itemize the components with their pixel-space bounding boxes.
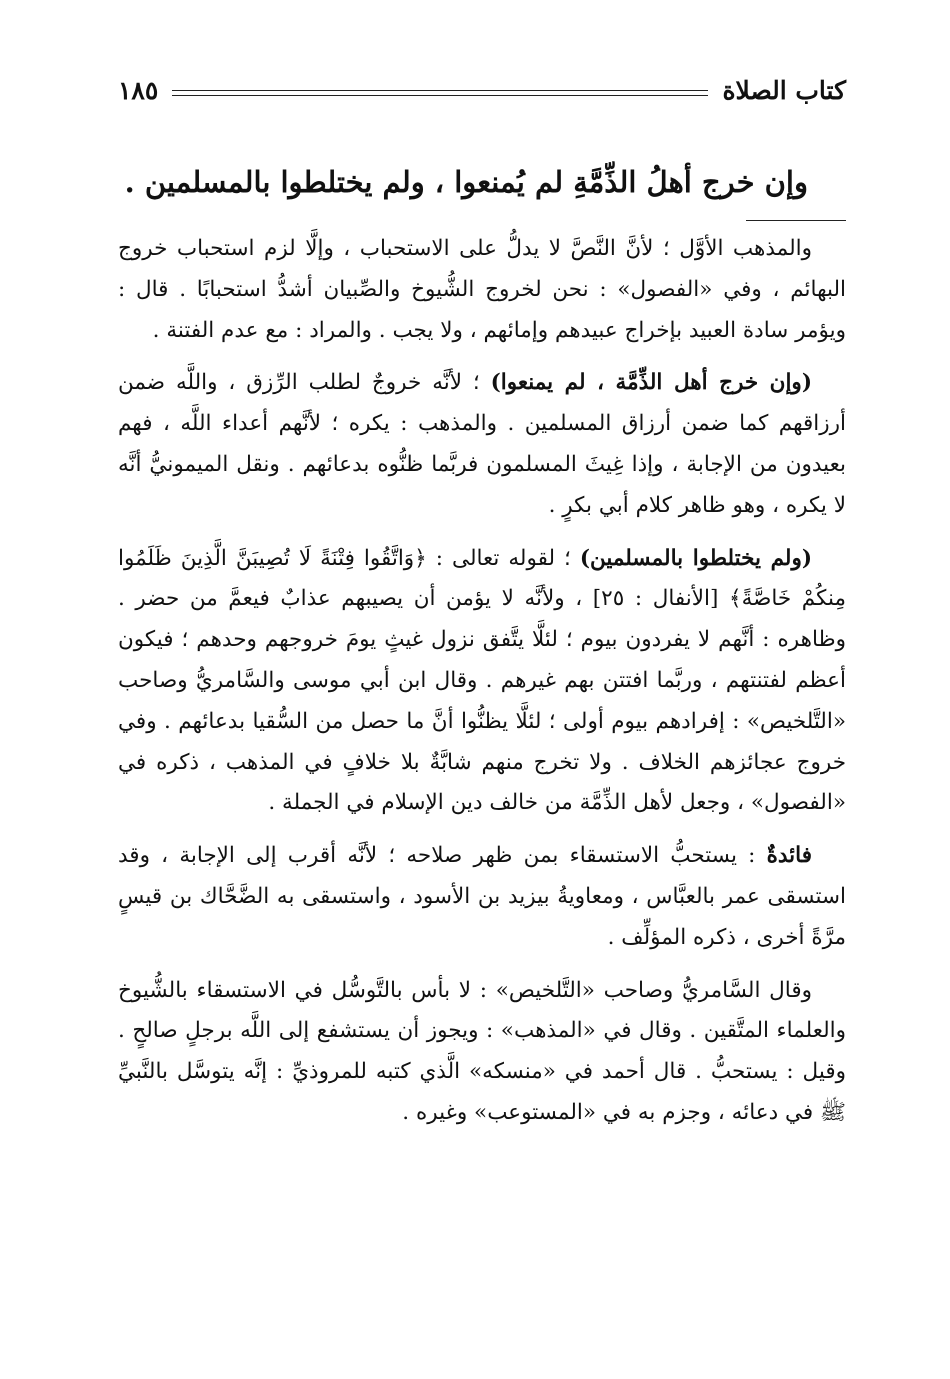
page-header — [118, 70, 846, 110]
paragraph-lead: (ولم يختلطوا بالمسلمين) — [579, 545, 813, 571]
paragraph-5 — [118, 971, 846, 1134]
running-title: كتاب الصلاة — [722, 75, 846, 105]
paragraph-text: وقال السَّامريُّ وصاحب «التَّلخيص» : لا بأس بالتَّوسُّل في الاستسقاء بالشُّيوخ والعلماء المتَّقين . وقال في «المذهب» : ويجوز أن يستشفع إلى اللَّه برجلٍ صالحٍ . وقيل : يستحبُّ . قال أحمد في «منسكه» الَّذي كتبه للمروذيِّ : إنَّه يتوسَّل بالنَّبيِّ ﷺ في دعائه ، وجزم به في «المستوعب» وغيره . — [118, 977, 846, 1125]
paragraph-2 — [118, 363, 846, 526]
page-number: ١٨٥ — [118, 75, 159, 105]
paragraph-1 — [118, 229, 846, 351]
paragraph-3 — [118, 539, 846, 825]
paragraph-lead: (وإن خرج أهل الذِّمَّة ، لم يمنعوا) — [490, 370, 812, 396]
matn-separator-rule — [746, 220, 846, 221]
matn-text: وإن خرج أهلُ الذِّمَّةِ لم يُمنعوا ، ولم يختلطوا بالمسلمين . — [124, 165, 808, 199]
paragraph-text: ؛ لأنَّه خروجٌ لطلب الرِّزق ، واللَّه ضمن أرزاقهم كما ضمن أرزاق المسلمين . والمذهب : يكره ؛ لأنَّهم أعداء اللَّه ، فهم بعيدون من الإجابة ، وإذا غِيثَ المسلمون فربَّما ظنُّوه بدعائهم . ونقل الميمونيُّ أنَّه لا يكره ، وهو ظاهر كلام أبي بكرٍ . — [118, 370, 846, 518]
paragraph-text: ؛ لقوله تعالى : ﴿وَاتَّقُوا فِتْنَةً لَا تُصِيبَنَّ الَّذِينَ ظَلَمُوا مِنكُمْ خَاصَّةً﴾ [الأنفال : ٢٥] ، ولأنَّه لا يؤمن أن يصيبهم عذابٌ فيعمَّ من حضر . وظاهره : أنَّهم لا يفردون بيوم ؛ لئلَّا يتَّفق نزول غيثٍ يومَ خروجهم وحدهم ؛ فيكون أعظم لفتنتهم ، وربَّما افتتن بهم غيرهم . وقال ابن أبي موسى والسَّامريُّ وصاحب «التَّلخيص» : إفرادهم بيوم أولى ؛ لئلَّا يظنُّوا أنَّ ما حصل من السُّقيا بدعائهم . وفي خروج عجائزهم الخلاف . ولا تخرج منهم شابَّةٌ بلا خلافٍ في المذهب ، ذكره في «الفصول» ، وجعل لأهل الذِّمَّة من خالف دين الإسلام في الجملة . — [118, 545, 846, 816]
commentary — [118, 229, 846, 1134]
header-rule — [172, 90, 708, 96]
paragraph-4 — [118, 836, 846, 958]
book-page — [118, 70, 846, 1134]
paragraph-text: : يستحبُّ الاستسقاء بمن ظهر صلاحه ؛ لأنَّه أقرب إلى الإجابة ، وقد استسقى عمر بالعبَّاس ، ومعاويةُ بيزيد بن الأسود ، واستسقى به الضَّحَّاك بن قيسٍ مرَّةً أخرى ، ذكره المؤلِّف . — [118, 843, 846, 950]
paragraph-lead: فائدةٌ — [766, 843, 812, 869]
paragraph-text: والمذهب الأوَّل ؛ لأنَّ النَّصَّ لا يدلُّ على الاستحباب ، وإلَّا لزم استحباب خروج البهائم ، وفي «الفصول» : نحن لخروج الشُّيوخ والصِّبيان أشدُّ استحبابًا . قال : ويؤمر سادة العبيد بإخراج عبيدهم وإمائهم ، ولا يجب . والمراد : مع عدم الفتنة . — [118, 236, 846, 343]
